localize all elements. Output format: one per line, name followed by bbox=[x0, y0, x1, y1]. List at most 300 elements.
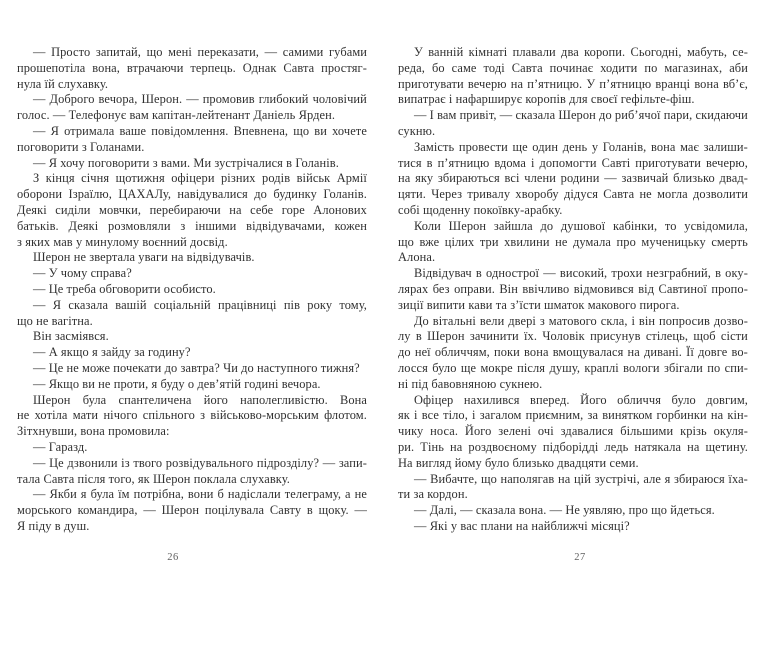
word: три bbox=[479, 234, 499, 249]
text-line bbox=[398, 266, 748, 282]
page-left-text bbox=[17, 45, 367, 535]
word: високий, bbox=[559, 266, 608, 281]
text-line bbox=[17, 124, 367, 140]
word: скидаючи bbox=[695, 108, 748, 123]
word: Савтиної bbox=[658, 281, 707, 296]
word: лу bbox=[398, 329, 411, 344]
word: п’ятницю. bbox=[527, 76, 583, 91]
text-line: тала Савта після того, як Шерон поклала слухавку. bbox=[17, 471, 290, 486]
word: думала bbox=[573, 234, 611, 249]
text-line: — Це треба обговорити особисто. bbox=[33, 281, 216, 296]
word: Впевнена, bbox=[233, 123, 289, 138]
text-line bbox=[398, 140, 748, 156]
word: поки bbox=[494, 345, 520, 360]
word: хочете bbox=[332, 123, 367, 138]
word: на bbox=[450, 439, 463, 454]
word: цяти. bbox=[398, 187, 426, 202]
word: твого bbox=[133, 455, 163, 470]
word: більшими bbox=[620, 424, 674, 439]
word: його bbox=[203, 392, 228, 407]
word: горбинки bbox=[656, 408, 707, 423]
word: збираються bbox=[437, 171, 500, 186]
word: кабінки, bbox=[612, 218, 658, 233]
text-line: собі щоденну покоївку-арабку. bbox=[398, 202, 563, 217]
text-line: ні під бавовняною сукнею. bbox=[398, 376, 543, 391]
word: втрачаючи bbox=[126, 60, 184, 75]
word: Його bbox=[464, 424, 492, 439]
word: кін- bbox=[727, 408, 748, 423]
word: про bbox=[616, 234, 636, 249]
word: вона bbox=[650, 139, 676, 154]
word: роздвоєному bbox=[468, 439, 537, 454]
word: їм bbox=[118, 487, 130, 502]
word: Савті bbox=[601, 155, 631, 170]
word: — bbox=[354, 503, 367, 518]
word: Шерон bbox=[427, 329, 465, 344]
text-line: — Якщо ви не проти, я буду о дев’ятій годині вечора. bbox=[33, 376, 321, 391]
word: зазвичай bbox=[621, 171, 669, 186]
word: душової bbox=[560, 218, 606, 233]
word: Відвідувач bbox=[414, 266, 472, 281]
word: Деякі bbox=[68, 218, 99, 233]
word: У bbox=[586, 76, 596, 91]
word: лярах bbox=[398, 281, 429, 296]
word: Савта bbox=[603, 187, 635, 202]
word: їха- bbox=[728, 471, 748, 486]
word: але bbox=[643, 471, 661, 486]
text-line bbox=[398, 156, 748, 172]
word: загалом bbox=[479, 408, 522, 423]
word: саме bbox=[451, 60, 477, 75]
word: пів bbox=[283, 297, 301, 312]
word: дзвонили bbox=[67, 455, 118, 470]
word: винятком bbox=[602, 408, 653, 423]
word: на bbox=[398, 171, 411, 186]
word: хворобу bbox=[515, 187, 559, 202]
text-line bbox=[398, 472, 748, 488]
word: вечора, bbox=[98, 92, 138, 107]
text-line bbox=[17, 219, 367, 235]
word: обличчям, bbox=[434, 345, 490, 360]
word: то bbox=[664, 218, 677, 233]
text-line bbox=[17, 92, 367, 108]
word: вечерю, bbox=[705, 155, 748, 170]
word: во- bbox=[731, 345, 748, 360]
word: запи- bbox=[338, 455, 367, 470]
text-line bbox=[398, 235, 748, 251]
word: ви bbox=[314, 123, 327, 138]
text-line: нула їй слухавку. bbox=[17, 76, 109, 91]
word: року bbox=[307, 297, 333, 312]
word: Деякі bbox=[17, 202, 47, 217]
word: мабуть, bbox=[686, 45, 728, 59]
word: — bbox=[414, 471, 427, 486]
word: командира, bbox=[77, 503, 138, 518]
word: сказала bbox=[68, 297, 109, 312]
word: вона bbox=[694, 76, 719, 91]
word: вона bbox=[524, 345, 549, 360]
word: реда, bbox=[398, 60, 425, 75]
word: на bbox=[710, 408, 724, 423]
text-line bbox=[398, 61, 748, 77]
word: Савта bbox=[283, 60, 315, 75]
word: до bbox=[540, 218, 554, 233]
word: п’ятницю bbox=[437, 155, 490, 170]
word: — bbox=[186, 92, 199, 107]
word: Шерон bbox=[33, 392, 71, 407]
word: січня bbox=[81, 171, 110, 186]
word: розвідувального bbox=[165, 455, 254, 470]
word: двад- bbox=[719, 171, 748, 186]
word: Тінь bbox=[420, 439, 444, 454]
word: родини bbox=[560, 171, 600, 186]
word: військово-морським bbox=[210, 408, 319, 423]
word: ще bbox=[460, 360, 477, 375]
word: душу, bbox=[549, 360, 581, 375]
word: Вибачте, bbox=[430, 471, 478, 486]
word: — bbox=[414, 108, 427, 123]
word: перебираючи bbox=[149, 202, 221, 217]
word: отримала bbox=[64, 123, 115, 138]
word: соціальній bbox=[153, 297, 211, 312]
word: Його bbox=[580, 392, 607, 407]
word: б bbox=[217, 487, 224, 502]
text-line bbox=[17, 298, 367, 314]
word: щетину. bbox=[705, 439, 748, 454]
word: мученицьку bbox=[641, 234, 706, 249]
word: в bbox=[426, 155, 433, 170]
word: попросив bbox=[659, 313, 710, 328]
text-line: — Гаразд. bbox=[33, 439, 88, 454]
word: сісти bbox=[720, 329, 748, 344]
word: — bbox=[543, 266, 556, 281]
word: Коли bbox=[414, 218, 441, 233]
word: зустрічі, bbox=[594, 471, 640, 486]
word: чоловічий bbox=[312, 92, 367, 107]
word: простяг- bbox=[321, 60, 367, 75]
word: тися bbox=[398, 155, 422, 170]
word: різних bbox=[221, 171, 256, 186]
text-line: з яких мав у минулому воєнний досвід. bbox=[17, 234, 228, 249]
word: на bbox=[557, 471, 571, 486]
word: приготувати bbox=[398, 76, 464, 91]
word: не bbox=[17, 408, 30, 423]
text-line: — Далі, — сказала вона. — Не уявляю, про що йдеться. bbox=[414, 503, 715, 518]
word: — bbox=[264, 45, 278, 59]
word: що bbox=[293, 123, 310, 138]
word: мокре bbox=[480, 360, 513, 375]
word: телеграму, bbox=[284, 487, 342, 502]
word: з bbox=[200, 408, 206, 423]
page-right-number: 27 bbox=[574, 552, 586, 563]
word: їх. bbox=[524, 329, 538, 344]
word: вона, bbox=[92, 60, 120, 75]
word: вранці bbox=[655, 76, 691, 91]
word: було bbox=[671, 392, 696, 407]
text-line: зиції випити кави та з’їсти шматок макового пирога. bbox=[398, 297, 680, 312]
word: усвідомила, bbox=[684, 218, 748, 233]
text-line bbox=[398, 361, 748, 377]
word: було bbox=[432, 360, 457, 375]
word: не bbox=[354, 487, 367, 502]
word: залиши- bbox=[703, 139, 748, 154]
text-line bbox=[398, 314, 748, 330]
word: відвідувачами, bbox=[246, 218, 325, 233]
word: розмовляли bbox=[108, 218, 171, 233]
text-line: — Які у вас плани на найближчі місяці? bbox=[414, 518, 630, 533]
word: дозво- bbox=[713, 313, 748, 328]
word: оборони bbox=[17, 187, 63, 202]
word: — bbox=[33, 92, 46, 107]
word: нахилився bbox=[463, 392, 520, 407]
word: стілець, bbox=[645, 329, 689, 344]
word: надіслали bbox=[227, 487, 281, 502]
word: підборідді bbox=[542, 439, 599, 454]
word: день bbox=[562, 139, 588, 154]
word: військ bbox=[296, 171, 331, 186]
word: все bbox=[421, 408, 439, 423]
word: підрозділу? bbox=[256, 455, 320, 470]
word: — bbox=[143, 503, 156, 518]
word: навідувалися bbox=[177, 187, 248, 202]
text-line: — У чому справа? bbox=[33, 266, 132, 281]
word: була bbox=[82, 392, 107, 407]
text-line bbox=[398, 440, 748, 456]
text-line bbox=[398, 219, 748, 235]
word: після bbox=[517, 360, 546, 375]
text-line bbox=[398, 282, 748, 298]
word: — bbox=[33, 123, 46, 138]
word: смерть bbox=[711, 234, 748, 249]
word: вони bbox=[187, 487, 214, 502]
word: збігали bbox=[664, 360, 703, 375]
word: Шерон. bbox=[141, 92, 183, 107]
text-line bbox=[398, 171, 748, 187]
word: дозволити bbox=[693, 187, 748, 202]
text-line: — Це не може почекати до завтра? Чи до наступного тижня? bbox=[33, 360, 360, 375]
text-line bbox=[17, 171, 367, 187]
word: тому, bbox=[339, 297, 367, 312]
word: Голанів. bbox=[323, 187, 367, 202]
word: вашій bbox=[115, 297, 147, 312]
word: вам bbox=[437, 108, 457, 123]
word: два bbox=[561, 45, 579, 59]
text-line bbox=[17, 393, 367, 409]
word: пари, bbox=[663, 108, 693, 123]
word: в bbox=[415, 329, 422, 344]
word: мовчки, bbox=[99, 202, 142, 217]
word: нічого bbox=[103, 408, 138, 423]
word: щотижня bbox=[115, 171, 165, 186]
word: дивані. bbox=[644, 345, 683, 360]
word: запитай, bbox=[95, 45, 141, 59]
word: працівниці bbox=[218, 297, 277, 312]
word: однострої bbox=[486, 266, 540, 281]
word: Її bbox=[686, 345, 694, 360]
word: риб’ячої bbox=[614, 108, 661, 123]
word: і bbox=[472, 408, 476, 423]
text-line: випатрає і нафарширує коропів для своєї гефільте-фіш. bbox=[398, 92, 695, 107]
word: і bbox=[631, 313, 635, 328]
text-line bbox=[17, 61, 367, 77]
word: офіцери bbox=[171, 171, 215, 186]
text-line bbox=[17, 487, 367, 503]
word: промовив bbox=[202, 92, 255, 107]
word: цій bbox=[573, 471, 591, 486]
word: наполегливістю. bbox=[240, 392, 328, 407]
word: довге bbox=[698, 345, 728, 360]
word: він bbox=[638, 313, 656, 328]
word: приготувати bbox=[635, 155, 701, 170]
word: горе bbox=[281, 202, 305, 217]
word: се- bbox=[732, 45, 748, 59]
text-line: Він засміявся. bbox=[33, 329, 109, 344]
word: що bbox=[398, 234, 414, 249]
word: Я bbox=[52, 297, 62, 312]
word: вологи bbox=[623, 360, 660, 375]
word: приємним, bbox=[525, 408, 584, 423]
text-line bbox=[398, 45, 748, 61]
word: ще bbox=[512, 139, 528, 154]
word: Замість bbox=[414, 139, 455, 154]
word: яку bbox=[415, 171, 434, 186]
word: Савта bbox=[511, 60, 543, 75]
text-line: голос. — Телефонує вам капітан-лейтенант Даніель Ярден. bbox=[17, 108, 336, 123]
word: Доброго bbox=[49, 92, 95, 107]
word: а bbox=[345, 487, 351, 502]
word: морського bbox=[17, 503, 72, 518]
word: У bbox=[414, 45, 423, 59]
word: хвилини bbox=[504, 234, 550, 249]
word: лосся bbox=[398, 360, 428, 375]
word: батьків. bbox=[17, 218, 59, 233]
word: має bbox=[680, 139, 699, 154]
word: переказати, bbox=[197, 45, 260, 59]
word: мені bbox=[168, 45, 192, 59]
word: вперед. bbox=[530, 392, 570, 407]
word: Савту bbox=[269, 503, 302, 518]
word: зайшла bbox=[493, 218, 533, 233]
word: Просто bbox=[51, 45, 91, 59]
word: чику bbox=[398, 424, 424, 439]
word: кінця bbox=[45, 171, 75, 186]
word: вечерю bbox=[467, 76, 507, 91]
word: один bbox=[532, 139, 559, 154]
word: відмовився bbox=[573, 281, 634, 296]
word: магазинах, bbox=[664, 60, 723, 75]
word: зачинити bbox=[469, 329, 519, 344]
word: Чоловік bbox=[542, 329, 585, 344]
word: Це bbox=[49, 455, 64, 470]
text-line: сукню. bbox=[398, 123, 436, 138]
word: на bbox=[687, 439, 700, 454]
word: двері bbox=[508, 313, 536, 328]
text-line bbox=[398, 408, 748, 424]
word: спи- bbox=[724, 360, 748, 375]
word: на bbox=[627, 345, 640, 360]
word: З bbox=[33, 171, 40, 186]
word: крізь bbox=[680, 424, 707, 439]
word: всі bbox=[504, 171, 520, 186]
word: до bbox=[398, 345, 411, 360]
word: кожен bbox=[334, 218, 367, 233]
word: неї bbox=[414, 345, 431, 360]
word: дідуся bbox=[563, 187, 599, 202]
text-line bbox=[17, 203, 367, 219]
word: по bbox=[707, 360, 721, 375]
text-line: — Я хочу поговорити з вами. Ми зустрічалися в Голанів. bbox=[33, 155, 339, 170]
word: І bbox=[429, 108, 434, 123]
word: — bbox=[322, 455, 336, 470]
word: тривалу bbox=[467, 187, 511, 202]
word: що bbox=[146, 45, 163, 59]
word: вб’є, bbox=[722, 76, 748, 91]
word: ри. bbox=[398, 439, 415, 454]
word: тоді bbox=[483, 60, 505, 75]
word: губами bbox=[329, 45, 367, 59]
word: не bbox=[555, 234, 568, 249]
word: Шерон bbox=[558, 108, 596, 123]
word: глибокий bbox=[258, 92, 309, 107]
word: члени bbox=[524, 171, 556, 186]
word: спантеличена bbox=[118, 392, 192, 407]
word: будинку bbox=[273, 187, 317, 202]
word: Шерон bbox=[448, 218, 487, 233]
word: в bbox=[475, 266, 482, 281]
text-line: Алона. bbox=[398, 250, 436, 265]
text-line: що не вагітна. bbox=[17, 313, 93, 328]
word: прошепотіла bbox=[17, 60, 86, 75]
word: і bbox=[530, 155, 535, 170]
word: в bbox=[306, 503, 313, 518]
text-line: Шерон не звертала уваги на відвідувачів. bbox=[33, 250, 255, 265]
word: допомогти bbox=[539, 155, 597, 170]
word: — bbox=[33, 297, 46, 312]
word: потрібна, bbox=[133, 487, 184, 502]
word: скла, bbox=[600, 313, 628, 328]
text-line bbox=[17, 408, 367, 424]
word: я bbox=[664, 471, 671, 486]
word: щоку. bbox=[318, 503, 349, 518]
word: Шерон bbox=[161, 503, 200, 518]
word: Сьогодні, bbox=[630, 45, 682, 59]
word: бо bbox=[431, 60, 445, 75]
word: — bbox=[33, 487, 46, 502]
word: мати bbox=[72, 408, 99, 423]
text-line: ти за кордон. bbox=[398, 487, 468, 502]
word: краплі bbox=[584, 360, 619, 375]
word: до bbox=[254, 187, 267, 202]
word: без bbox=[432, 281, 450, 296]
word: оку- bbox=[725, 266, 748, 281]
word: обличчя bbox=[617, 392, 662, 407]
word: — bbox=[499, 108, 513, 123]
word: — bbox=[604, 171, 617, 186]
text-line bbox=[398, 187, 748, 203]
word: вже bbox=[419, 234, 440, 249]
text-line bbox=[398, 424, 748, 440]
word: п’ятницю bbox=[599, 76, 652, 91]
word: ввічливо bbox=[522, 281, 570, 296]
word: цілих bbox=[444, 234, 475, 249]
word: присунув bbox=[590, 329, 641, 344]
word: іншими bbox=[195, 218, 237, 233]
word: трохи bbox=[611, 266, 643, 281]
word: починає bbox=[549, 60, 594, 75]
word: самими bbox=[282, 45, 324, 59]
word: в bbox=[715, 266, 722, 281]
page-left-number: 26 bbox=[167, 552, 179, 563]
